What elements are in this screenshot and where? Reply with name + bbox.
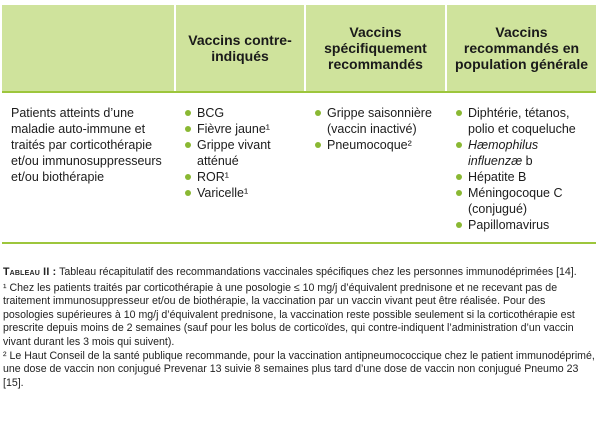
list-item: Fièvre jaune¹ (185, 121, 299, 137)
contraindicated-cell (175, 91, 305, 260)
patients-text: Patients atteints d’une maladie auto-immune et traités par corticothérapie et/ou immunosuppresseurs et/ou biothérapie (11, 106, 162, 184)
footnote-1: ¹ Chez les patients traités par corticothérapie à une posologie ≤ 10 mg/j d’équivalent prednisone et ne recevant pas de traitement immunosuppresseur et/ou de biothérapie, la vaccination par un vaccin vivant peut être réalisée. Pour des posologies supérieures à 10 mg/j d’équivalent prednisone, la vaccination reste possible seulement si la corticothérapie est prescrite depuis moins de 2 semaines (sauf pour les bolus de corticoïdes, qui contre-indiquent l’administration d’un vaccin vivant durant les 3 mois qui suivent). (3, 281, 575, 348)
list-item: Varicelle¹ (185, 185, 299, 201)
haemophilus-suffix: b (522, 154, 533, 168)
general-population-cell (446, 91, 596, 260)
list-item: Papillomavirus (456, 217, 590, 233)
list-item: Méningocoque C (conjugué) (456, 185, 590, 217)
haemophilus-italic: Hæmophilus influenzæ (468, 138, 539, 168)
header-general-population: Vaccins recommandés en population générale (446, 5, 596, 91)
list-item: Grippe saisonnière (vaccin inactivé) (315, 105, 440, 137)
list-item: Diphtérie, tétanos, polio et coqueluche (456, 105, 590, 137)
table-caption (3, 266, 595, 390)
header-contraindicated: Vaccins contre-indiqués (175, 5, 305, 91)
specifically-recommended-cell (305, 91, 446, 260)
list-item: Pneumocoque² (315, 137, 440, 153)
footnote-2: ² Le Haut Conseil de la santé publique recommande, pour la vaccination antipneumococcique chez le patient immunodéprimé, une dose de vaccin non conjugué Prevenar 13 suivie 8 semaines plus tard d’une dose de vaccin non conjugué Pneumo 23 [15]. (3, 349, 595, 389)
caption-text: Tableau récapitulatif des recommandations vaccinales spécifiques chez les personnes immunodéprimées [14]. (56, 266, 577, 278)
specifically-recommended-list (305, 105, 446, 153)
general-population-list (446, 105, 596, 233)
list-item (456, 137, 590, 169)
caption-label: Tableau II : (3, 266, 57, 278)
list-item: Grippe vivant atténué (185, 137, 299, 169)
list-item: Hépatite B (456, 169, 590, 185)
caption-lead (3, 266, 595, 280)
vaccination-table (2, 5, 596, 260)
contraindicated-list (175, 105, 305, 201)
patients-cell (2, 91, 175, 260)
list-item: ROR¹ (185, 169, 299, 185)
table-header-row (2, 5, 596, 91)
header-specifically-recommended: Vaccins spécifiquement recommandés (305, 5, 446, 91)
list-item: BCG (185, 105, 299, 121)
table-body-row (2, 91, 596, 260)
header-empty-cell (2, 5, 175, 91)
